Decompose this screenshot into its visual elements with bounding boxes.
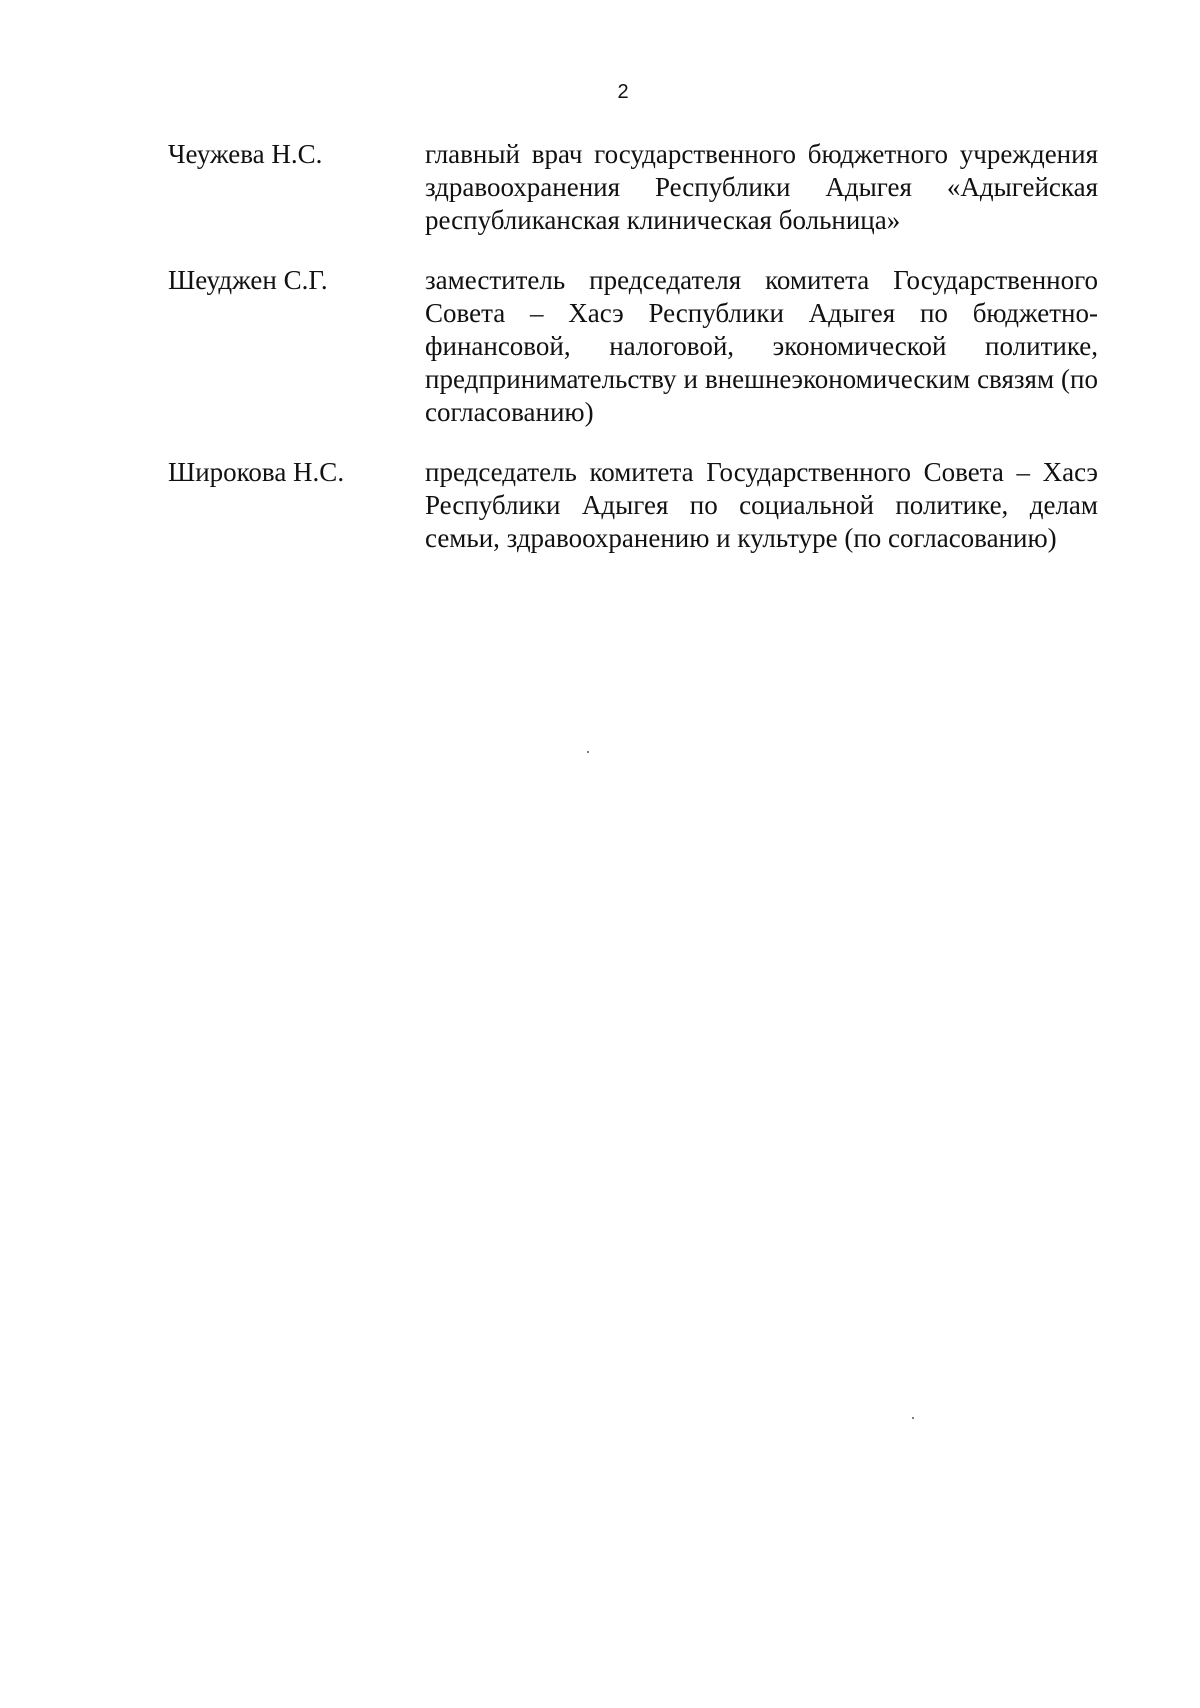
member-position: заместитель председателя комитета Государственного Совета – Хасэ Республики Адыгея по бюджетно-финансовой, налоговой, экономической политике, предпринимательству и внешнеэкономическим связям (по согласованию) xyxy=(425,265,1098,427)
member-entry-shirokova xyxy=(168,456,1098,555)
member-name: Чеужева Н.С. xyxy=(168,139,323,169)
member-entry-sheudzhen xyxy=(168,264,1098,429)
scan-speck xyxy=(912,1417,914,1419)
scan-speck xyxy=(587,751,589,753)
page-number: 2 xyxy=(617,81,629,103)
member-name: Широкова Н.С. xyxy=(168,457,345,487)
member-list xyxy=(168,138,1098,582)
member-entry-cheuzheva xyxy=(168,138,1098,237)
member-name: Шеуджен С.Г. xyxy=(168,265,328,295)
member-position: председатель комитета Государственного Совета – Хасэ Республики Адыгея по социальной политике, делам семьи, здравоохранению и культуре (по согласованию) xyxy=(425,457,1098,553)
member-position: главный врач государственного бюджетного учреждения здравоохранения Республики Адыгея «Адыгейская республиканская клиническая больница» xyxy=(425,139,1098,235)
